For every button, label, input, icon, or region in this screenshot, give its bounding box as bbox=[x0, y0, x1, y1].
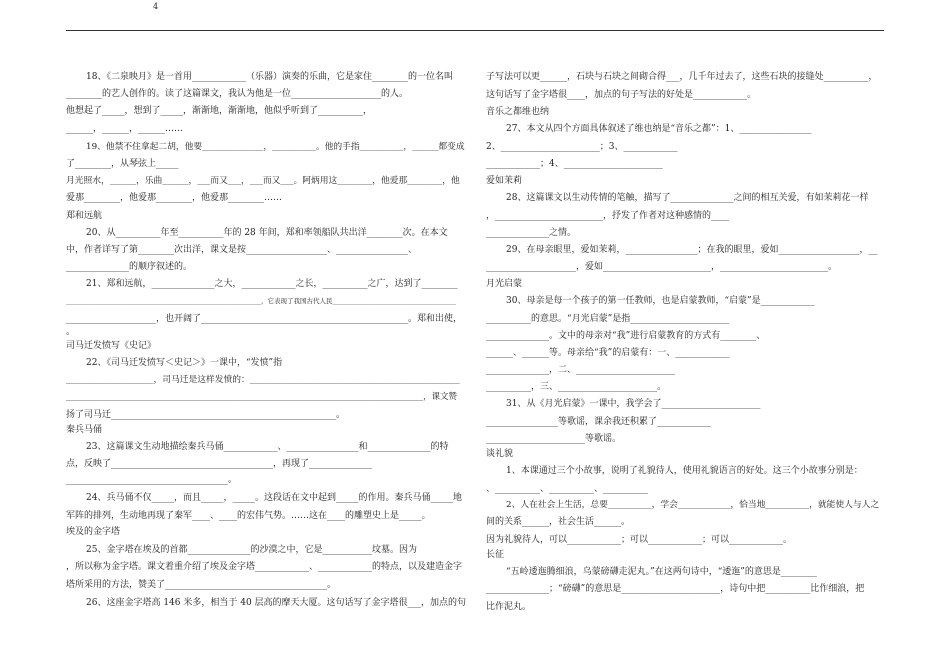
left-line-25: ____________________________________。 bbox=[66, 475, 238, 485]
right-line-19: __________，三、______________________。 bbox=[486, 382, 667, 392]
right-line-22: ______________________等歌谣。 bbox=[486, 434, 622, 444]
right-line-16: ______________。文中的母亲对“我”进行启蒙教育的方式有________、 bbox=[486, 331, 766, 341]
left-line-32: 26、这座金字塔高 146 米多，相当于 40 层高的摩天大厦。这句话写了金字塔很___，加点的句 bbox=[86, 598, 467, 608]
left-line-29: 25、金字塔在埃及的首都______________的沙漠之中，它是___________坟墓。因为 bbox=[86, 545, 417, 555]
right-line-10: ______________之情。 bbox=[486, 228, 577, 238]
left-line-31: 塔所采用的方法，赞美了____________________________________。 bbox=[66, 580, 337, 590]
left-line-13: 21、郑和远航，______________之大，____________之长，__________之广，达到了________ bbox=[86, 279, 458, 289]
left-line-2: ________的艺人创作的。读了这篇课文，我认为他是一位____________________的人。 bbox=[66, 89, 409, 99]
right-line-8: 28、这篇课文以生动传情的笔触，描写了______________之间的相互关爱，有如茉莉花一样 bbox=[506, 193, 869, 203]
right-line-5: 2、______________________；3、____________ bbox=[486, 142, 678, 152]
left-line-22: 秦兵马俑 bbox=[66, 425, 103, 435]
right-line-6: ____________；4、______________________ bbox=[486, 159, 663, 169]
right-line-17: ______、______等。母亲给“我”的启蒙有：一、____________ bbox=[486, 348, 730, 358]
right-line-4: 27、本文从四个方面具体叙述了维也纳是“音乐之都”：1、________________ bbox=[506, 124, 812, 134]
right-line-12: ____________________，爱如________________________，________________________。 bbox=[486, 262, 838, 272]
left-line-24: 点，反映了____________________________________，再现了______________ bbox=[66, 459, 373, 469]
left-line-14: ____________________________________________________________，它表现了我国古代人民______________________________________ bbox=[66, 297, 456, 305]
left-line-27: 军阵的排列，生动地再现了秦军____、____的宏伟气势。……这在____的雕塑史上是_____。 bbox=[66, 511, 431, 521]
left-line-30: ，所以称为金字塔。课文着重介绍了埃及金字塔____________、____________的特点，以及建造金字 bbox=[66, 562, 463, 572]
right-line-2: 这句话写了金字塔很____，加点的句子写法的好处是____________。 bbox=[486, 90, 757, 100]
right-line-18: ______________，二、______________________ bbox=[486, 365, 676, 375]
left-line-19: ____________________，司马迁是这样发愤的：________________________________________________ bbox=[66, 375, 460, 385]
right-line-13: 月光启蒙 bbox=[486, 279, 523, 289]
page-number: 4 bbox=[153, 2, 159, 11]
left-line-4: ______，______，______…… bbox=[66, 124, 184, 134]
right-line-32: 比作泥丸。 bbox=[486, 602, 532, 612]
left-line-23: 23、这篇课文生动地描绘秦兵马俑____________、________________和______________的特 bbox=[86, 442, 449, 452]
right-line-1: 子写法可以更______，石块与石块之间砌合得___，几千年过去了，这些石块的接缝处__________， bbox=[486, 72, 878, 82]
right-line-20: 31、从《月光启蒙》一课中，我学会了______________________ bbox=[506, 399, 761, 409]
right-line-27: 间的关系______，社会生活______。 bbox=[486, 517, 631, 527]
right-line-25: 、__________、__________、__________ bbox=[486, 484, 649, 494]
left-line-9: 郑和远航 bbox=[66, 211, 103, 221]
right-line-29: 长征 bbox=[486, 550, 505, 560]
left-line-17: 司马迁发愤写《史记》 bbox=[66, 341, 157, 351]
right-line-31: ______________；“磅礴”的意思是______________________，诗句中把__________比作细浪，把 bbox=[486, 584, 865, 594]
left-line-28: 埃及的金字塔 bbox=[66, 527, 121, 537]
right-line-21: ________________等歌谣，课余我还积累了____________ bbox=[486, 417, 712, 427]
left-line-21: 扬了司马迁__________________________________________________。 bbox=[66, 410, 346, 420]
right-line-28: 因为礼貌待人，可以____________；可以____________；可以____________。 bbox=[486, 535, 793, 545]
right-line-7: 爱如茉莉 bbox=[486, 176, 523, 186]
right-line-26: 2、人在社会上生活，总要__________，学会____________，恰当地__________，就能使人与人之 bbox=[506, 500, 880, 510]
right-line-24: 1、本课通过三个小故事，说明了礼貌待人，使用礼貌语言的好处。这三个小故事分别是： bbox=[506, 466, 863, 476]
left-line-3: 他想起了_____，想到了_____，渐渐地，渐渐地，他似乎听到了__________， bbox=[66, 106, 373, 116]
right-line-15: __________的意思。“月光启蒙”是指______________________ bbox=[486, 314, 730, 324]
left-line-20: ____________________________________________________________________________________，课文赞 bbox=[66, 392, 458, 402]
right-line-23: 谈礼貌 bbox=[486, 449, 514, 459]
left-line-10: 20、从__________年至__________年的 28 年间，郑和率领船队共出洋________次。在本文 bbox=[86, 228, 448, 238]
left-line-6: 了________，从琴弦上_____ bbox=[66, 159, 179, 169]
header-rule bbox=[66, 30, 884, 31]
left-line-15: ____________________，也开阔了______________________________________________。郑和出使， bbox=[66, 314, 463, 324]
left-line-12: ______________的顺序叙述的。 bbox=[66, 262, 193, 272]
left-line-7: 月光照水，______，乐曲______，___而又___，___而又___。阿炳用这________，他爱那________，他 bbox=[66, 176, 460, 186]
left-line-8: 爱那________，他爱那________，他爱那________…… bbox=[66, 193, 283, 203]
left-line-5: 19、他禁不住拿起二胡，他要______________，__________。他的手指__________，______都变成 bbox=[86, 142, 465, 152]
right-line-3: 音乐之都维也纳 bbox=[486, 107, 550, 117]
left-line-26: 24、兵马俑不仅_____，而且_____，_____。这段话在文中起到_____的作用。秦兵马俑_____地 bbox=[86, 493, 462, 503]
right-line-30: “五岭逶迤腾细浪，乌蒙磅礴走泥丸。”在这两句诗中，“逶迤”的意思是________ bbox=[506, 567, 817, 577]
right-line-9: ，________________________，抒发了作者对这种感情的____ bbox=[486, 211, 730, 221]
left-line-11: 中，作者详写了第________次出洋，课文是按__________________、________________、 bbox=[66, 245, 418, 255]
right-line-14: 30、母亲是每一个孩子的第一任教师，也是启蒙教师，“启蒙”是____________ bbox=[506, 296, 815, 306]
left-line-18: 22、《司马迁发愤写＜史记＞》一课中，“发愤”指 bbox=[86, 358, 283, 368]
left-line-16: 。 bbox=[66, 327, 76, 337]
left-line-1: 18、《二泉映月》是一首用____________（乐器）演奏的乐曲，它是家住________的一位名叫 bbox=[86, 72, 453, 82]
right-line-11: 29、在母亲眼里，爱如茉莉，________________；在我的眼里，爱如__________________，__ bbox=[506, 245, 878, 255]
